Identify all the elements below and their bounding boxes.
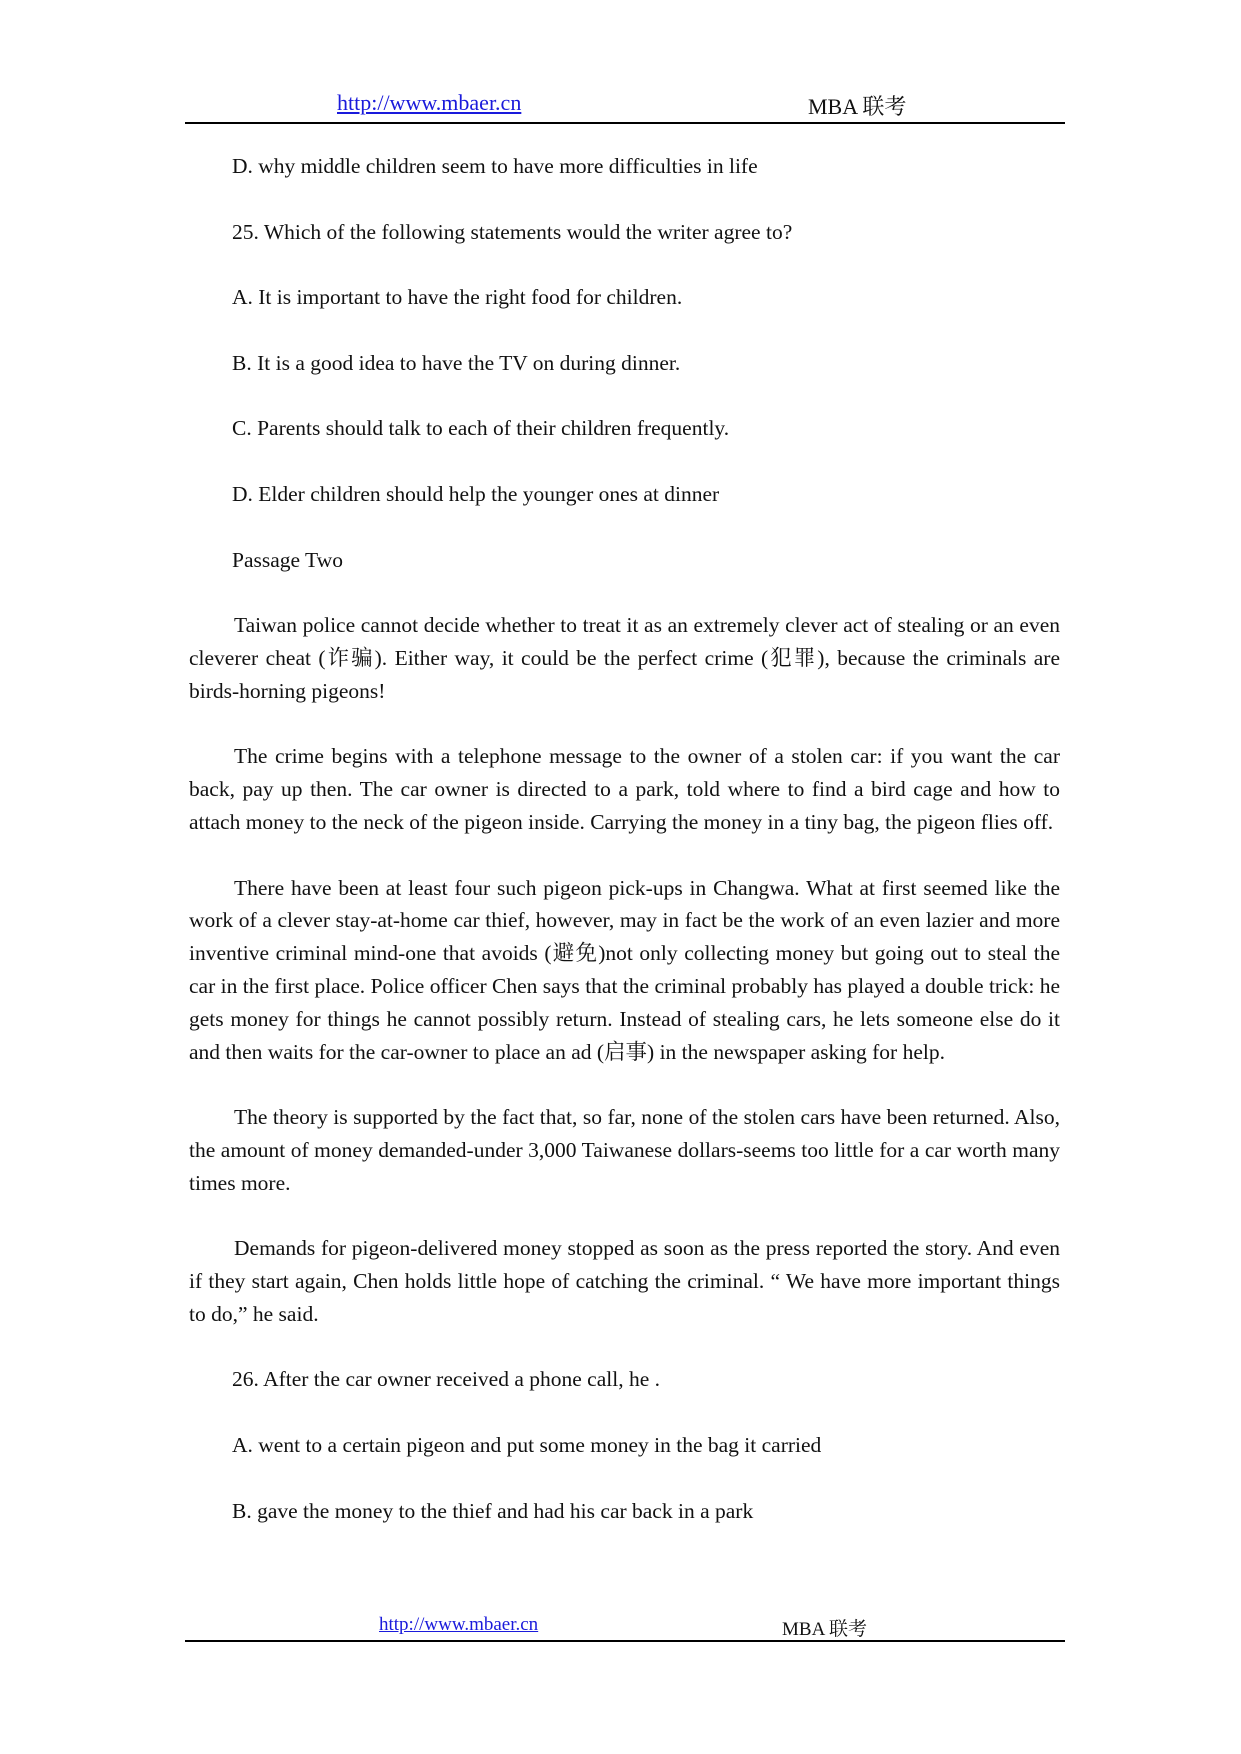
header-website-link[interactable]: http://www.mbaer.cn [337, 90, 522, 115]
footer-exam-label: MBA 联考 [782, 1619, 867, 1640]
passage-paragraph: There have been at least four such pigeon pick-ups in Changwa. What at first seemed like the work of a clever stay-at-home car thief, however, may in fact be the work of an even lazier and more inventive criminal mind-one that avoids (避免)not only collecting money but going out to steal the car in the first place. Police officer Chen says that the criminal probably has played a double trick: he gets money for things he cannot possibly return. Instead of stealing cars, he lets someone else do it and then waits for the car-owner to place an ad (启事) in the newspaper asking for help. [189, 875, 1060, 1064]
q26-option-a: A. went to a certain pigeon and put some money in the bag it carried [232, 1433, 822, 1458]
q25-option-a: A. It is important to have the right food for children. [232, 285, 683, 310]
header-exam-label: MBA 联考 [808, 94, 907, 119]
q26-question: 26. After the car owner received a phone call, he . [232, 1367, 661, 1392]
q25-option-b: B. It is a good idea to have the TV on during dinner. [232, 350, 681, 375]
passage-paragraph: Demands for pigeon-delivered money stopped as soon as the press reported the story. And even if they start again, Chen holds little hope of catching the criminal. “ We have more important things to do,” he said. [189, 1236, 1060, 1326]
q25-question: 25. Which of the following statements would the writer agree to? [232, 219, 793, 244]
passage-title: Passage Two [232, 547, 343, 572]
q25-option-c: C. Parents should talk to each of their children frequently. [232, 416, 730, 441]
page-footer [185, 1612, 1065, 1642]
q25-option-d: D. Elder children should help the younger ones at dinner [232, 481, 720, 506]
passage-paragraph: Taiwan police cannot decide whether to treat it as an extremely clever act of stealing or an even cleverer cheat (诈骗). Either way, it could be the perfect crime (犯罪), because the criminals are birds-horning pigeons! [189, 613, 1060, 703]
passage-paragraph: The crime begins with a telephone message to the owner of a stolen car: if you want the car back, pay up then. The car owner is directed to a park, told where to find a bird cage and how to attach money to the neck of the pigeon inside. Carrying the money in a tiny bag, the pigeon flies off. [189, 744, 1060, 834]
q26-option-b: B. gave the money to the thief and had his car back in a park [232, 1498, 754, 1523]
page-content [189, 150, 1060, 1560]
page-header [185, 88, 1065, 124]
passage-paragraph: The theory is supported by the fact that, so far, none of the stolen cars have been returned. Also, the amount of money demanded-under 3,000 Taiwanese dollars-seems too little for a car worth many times more. [189, 1105, 1060, 1195]
q24-option-d: D. why middle children seem to have more difficulties in life [232, 154, 758, 178]
footer-website-link[interactable]: http://www.mbaer.cn [379, 1614, 539, 1635]
